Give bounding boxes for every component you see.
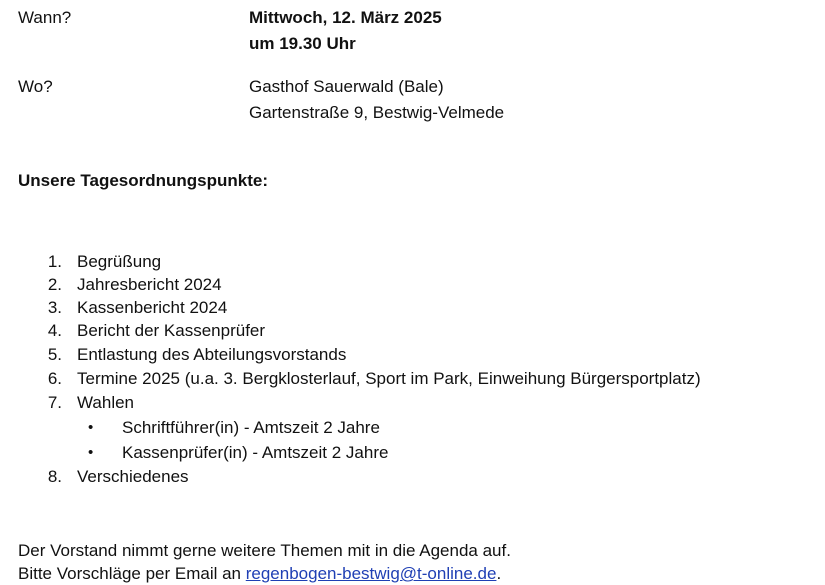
agenda-item-number: 6.: [47, 369, 62, 388]
bullet-icon: •: [88, 419, 94, 436]
meeting-time: um 19.30 Uhr: [249, 34, 356, 53]
where-label: Wo?: [18, 77, 53, 96]
email-link[interactable]: regenbogen-bestwig@t-online.de: [245, 564, 497, 583]
agenda-item-text: Entlastung des Abteilungsvorstands: [77, 345, 347, 364]
agenda-item-text: Wahlen: [77, 393, 135, 412]
footer-request: [18, 563, 501, 585]
agenda-item-text: Begrüßung: [77, 252, 162, 271]
meeting-date: Mittwoch, 12. März 2025: [249, 8, 442, 27]
agenda-sub-item-text: Schriftführer(in) - Amtszeit 2 Jahre: [122, 418, 380, 437]
agenda-heading: Unsere Tagesordnungspunkte:: [18, 171, 268, 190]
footer-request-prefix: Bitte Vorschläge per Email an: [18, 564, 246, 583]
bullet-icon: •: [88, 444, 94, 461]
agenda-sub-item-text: Kassenprüfer(in) - Amtszeit 2 Jahre: [122, 443, 389, 462]
agenda-item-text: Bericht der Kassenprüfer: [77, 321, 266, 340]
agenda-item-number: 7.: [47, 393, 62, 412]
footer-note: Der Vorstand nimmt gerne weitere Themen mit in die Agenda auf.: [18, 541, 511, 560]
agenda-item-number: 1.: [47, 252, 62, 271]
agenda-item-number: 2.: [47, 275, 62, 294]
agenda-item-text: Kassenbericht 2024: [77, 298, 228, 317]
when-label: Wann?: [18, 8, 72, 27]
footer-request-suffix: .: [496, 564, 502, 583]
venue-address: Gartenstraße 9, Bestwig-Velmede: [249, 103, 505, 122]
agenda-item-number: 4.: [47, 321, 62, 340]
agenda-item-text: Termine 2025 (u.a. 3. Bergklosterlauf, Sport im Park, Einweihung Bürgersportplatz): [77, 369, 701, 388]
agenda-item-text: Verschiedenes: [77, 467, 189, 486]
agenda-item-number: 5.: [47, 345, 62, 364]
agenda-item-number: 8.: [47, 467, 62, 486]
agenda-item-number: 3.: [47, 298, 62, 317]
venue-name: Gasthof Sauerwald (Bale): [249, 77, 444, 96]
agenda-item-text: Jahresbericht 2024: [77, 275, 222, 294]
